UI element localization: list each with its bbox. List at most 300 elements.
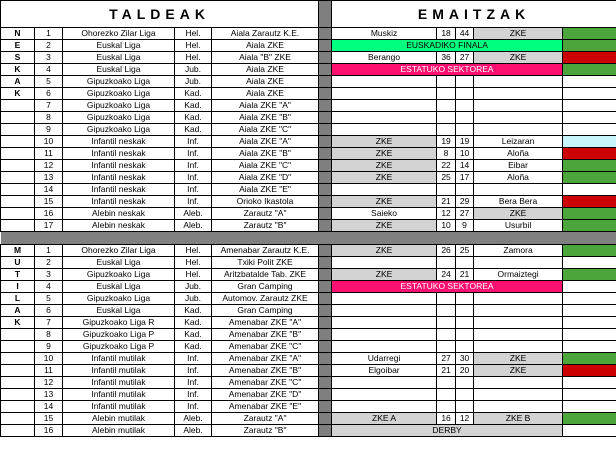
away-team-cell[interactable]: Leizaran bbox=[474, 136, 563, 148]
team-cell[interactable]: Aiala ZKE "C" bbox=[212, 160, 319, 172]
team-cell[interactable]: Aiala "B" ZKE bbox=[212, 52, 319, 64]
category-cell[interactable]: Kad. bbox=[175, 341, 212, 353]
away-score-cell[interactable]: 30 bbox=[456, 353, 474, 365]
side-letter-cell[interactable] bbox=[1, 160, 35, 172]
away-score-cell[interactable] bbox=[456, 293, 474, 305]
status-cell[interactable] bbox=[563, 136, 616, 148]
status-cell[interactable] bbox=[563, 148, 616, 160]
number-cell[interactable]: 9 bbox=[35, 124, 63, 136]
league-cell[interactable]: Infantil mutilak bbox=[63, 353, 175, 365]
away-score-cell[interactable]: 19 bbox=[456, 136, 474, 148]
team-cell[interactable]: Aiala Zarautz K.E. bbox=[212, 28, 319, 40]
number-cell[interactable]: 13 bbox=[35, 389, 63, 401]
team-cell[interactable]: Aiala ZKE "A" bbox=[212, 100, 319, 112]
league-cell[interactable]: Euskal Liga bbox=[63, 40, 175, 52]
category-cell[interactable]: Kad. bbox=[175, 329, 212, 341]
home-team-cell[interactable]: Saieko bbox=[332, 208, 437, 220]
home-score-cell[interactable]: 22 bbox=[437, 160, 456, 172]
status-cell[interactable] bbox=[563, 76, 616, 88]
side-letter-cell[interactable] bbox=[1, 184, 35, 196]
status-cell[interactable] bbox=[563, 413, 616, 425]
category-cell[interactable]: Inf. bbox=[175, 377, 212, 389]
category-cell[interactable]: Inf. bbox=[175, 136, 212, 148]
away-team-cell[interactable]: Aloña bbox=[474, 148, 563, 160]
result-banner[interactable]: EUSKADIKO FINALA bbox=[332, 40, 563, 52]
status-cell[interactable] bbox=[563, 305, 616, 317]
away-team-cell[interactable]: Ormaiztegi bbox=[474, 269, 563, 281]
away-score-cell[interactable]: 20 bbox=[456, 365, 474, 377]
away-team-cell[interactable] bbox=[474, 377, 563, 389]
category-cell[interactable]: Kad. bbox=[175, 317, 212, 329]
team-cell[interactable]: Amenabar ZKE "A" bbox=[212, 353, 319, 365]
number-cell[interactable]: 15 bbox=[35, 413, 63, 425]
home-score-cell[interactable]: 12 bbox=[437, 208, 456, 220]
home-team-cell[interactable]: ZKE bbox=[332, 148, 437, 160]
league-cell[interactable]: Euskal Liga bbox=[63, 52, 175, 64]
number-cell[interactable]: 8 bbox=[35, 329, 63, 341]
home-team-cell[interactable] bbox=[332, 76, 437, 88]
side-letter-cell[interactable]: S bbox=[1, 52, 35, 64]
status-cell[interactable] bbox=[563, 220, 616, 232]
home-score-cell[interactable] bbox=[437, 124, 456, 136]
team-cell[interactable]: Aiala ZKE bbox=[212, 76, 319, 88]
league-cell[interactable]: Gipuzkoako Liga bbox=[63, 112, 175, 124]
team-cell[interactable]: Orioko Ikastola bbox=[212, 196, 319, 208]
home-score-cell[interactable] bbox=[437, 257, 456, 269]
away-team-cell[interactable] bbox=[474, 329, 563, 341]
away-score-cell[interactable]: 17 bbox=[456, 172, 474, 184]
away-team-cell[interactable] bbox=[474, 88, 563, 100]
category-cell[interactable]: Aleb. bbox=[175, 413, 212, 425]
home-score-cell[interactable]: 18 bbox=[437, 28, 456, 40]
home-team-cell[interactable]: Udarregi bbox=[332, 353, 437, 365]
away-score-cell[interactable] bbox=[456, 124, 474, 136]
home-team-cell[interactable]: ZKE bbox=[332, 136, 437, 148]
number-cell[interactable]: 10 bbox=[35, 353, 63, 365]
status-cell[interactable] bbox=[563, 172, 616, 184]
home-team-cell[interactable]: ZKE bbox=[332, 196, 437, 208]
home-score-cell[interactable]: 27 bbox=[437, 353, 456, 365]
team-cell[interactable]: Gran Camping bbox=[212, 305, 319, 317]
side-letter-cell[interactable] bbox=[1, 100, 35, 112]
number-cell[interactable]: 4 bbox=[35, 281, 63, 293]
team-cell[interactable]: Zarautz "B" bbox=[212, 220, 319, 232]
home-score-cell[interactable]: 26 bbox=[437, 245, 456, 257]
category-cell[interactable]: Jub. bbox=[175, 293, 212, 305]
number-cell[interactable]: 15 bbox=[35, 196, 63, 208]
away-team-cell[interactable] bbox=[474, 341, 563, 353]
team-cell[interactable]: Amenabar ZKE "A" bbox=[212, 317, 319, 329]
number-cell[interactable]: 16 bbox=[35, 208, 63, 220]
side-letter-cell[interactable] bbox=[1, 401, 35, 413]
league-cell[interactable]: Gipuzkoako Liga R bbox=[63, 317, 175, 329]
home-team-cell[interactable]: ZKE A bbox=[332, 413, 437, 425]
away-score-cell[interactable] bbox=[456, 401, 474, 413]
away-team-cell[interactable]: Bera Bera bbox=[474, 196, 563, 208]
number-cell[interactable]: 6 bbox=[35, 305, 63, 317]
league-cell[interactable]: Infantil neskak bbox=[63, 148, 175, 160]
away-team-cell[interactable]: Zamora bbox=[474, 245, 563, 257]
side-letter-cell[interactable]: I bbox=[1, 281, 35, 293]
side-letter-cell[interactable] bbox=[1, 136, 35, 148]
category-cell[interactable]: Inf. bbox=[175, 160, 212, 172]
side-letter-cell[interactable]: K bbox=[1, 64, 35, 76]
status-cell[interactable] bbox=[563, 257, 616, 269]
team-cell[interactable]: Aiala ZKE bbox=[212, 40, 319, 52]
number-cell[interactable]: 16 bbox=[35, 425, 63, 437]
status-cell[interactable] bbox=[563, 160, 616, 172]
league-cell[interactable]: Alebin mutilak bbox=[63, 425, 175, 437]
team-cell[interactable]: Aiala ZKE "C" bbox=[212, 124, 319, 136]
home-team-cell[interactable]: Berango bbox=[332, 52, 437, 64]
number-cell[interactable]: 17 bbox=[35, 220, 63, 232]
away-score-cell[interactable] bbox=[456, 389, 474, 401]
away-score-cell[interactable]: 12 bbox=[456, 413, 474, 425]
number-cell[interactable]: 8 bbox=[35, 112, 63, 124]
away-team-cell[interactable]: ZKE bbox=[474, 28, 563, 40]
side-letter-cell[interactable] bbox=[1, 148, 35, 160]
away-score-cell[interactable] bbox=[456, 88, 474, 100]
side-letter-cell[interactable] bbox=[1, 220, 35, 232]
side-letter-cell[interactable]: T bbox=[1, 269, 35, 281]
result-banner[interactable]: ESTATUKO SEKTOREA bbox=[332, 281, 563, 293]
league-cell[interactable]: Infantil mutilak bbox=[63, 401, 175, 413]
category-cell[interactable]: Inf. bbox=[175, 196, 212, 208]
home-score-cell[interactable] bbox=[437, 377, 456, 389]
status-cell[interactable] bbox=[563, 64, 616, 76]
number-cell[interactable]: 3 bbox=[35, 269, 63, 281]
team-cell[interactable]: Amenabar ZKE "C" bbox=[212, 341, 319, 353]
league-cell[interactable]: Infantil neskak bbox=[63, 196, 175, 208]
home-team-cell[interactable] bbox=[332, 341, 437, 353]
status-cell[interactable] bbox=[563, 100, 616, 112]
number-cell[interactable]: 7 bbox=[35, 100, 63, 112]
league-cell[interactable]: Gipuzkoako Liga bbox=[63, 88, 175, 100]
home-score-cell[interactable] bbox=[437, 401, 456, 413]
home-team-cell[interactable]: ZKE bbox=[332, 245, 437, 257]
category-cell[interactable]: Kad. bbox=[175, 124, 212, 136]
status-cell[interactable] bbox=[563, 329, 616, 341]
home-team-cell[interactable] bbox=[332, 401, 437, 413]
away-score-cell[interactable]: 44 bbox=[456, 28, 474, 40]
side-letter-cell[interactable] bbox=[1, 425, 35, 437]
league-cell[interactable]: Infantil mutilak bbox=[63, 377, 175, 389]
away-team-cell[interactable]: ZKE bbox=[474, 52, 563, 64]
status-cell[interactable] bbox=[563, 88, 616, 100]
number-cell[interactable]: 12 bbox=[35, 160, 63, 172]
team-cell[interactable]: Amenabar ZKE "D" bbox=[212, 389, 319, 401]
team-cell[interactable]: Aiala ZKE "A" bbox=[212, 136, 319, 148]
league-cell[interactable]: Gipuzkoako Liga bbox=[63, 76, 175, 88]
category-cell[interactable]: Aleb. bbox=[175, 425, 212, 437]
away-score-cell[interactable]: 27 bbox=[456, 52, 474, 64]
home-score-cell[interactable] bbox=[437, 112, 456, 124]
home-score-cell[interactable] bbox=[437, 184, 456, 196]
side-letter-cell[interactable] bbox=[1, 112, 35, 124]
team-cell[interactable]: Amenabar ZKE "C" bbox=[212, 377, 319, 389]
home-score-cell[interactable] bbox=[437, 293, 456, 305]
status-cell[interactable] bbox=[563, 281, 616, 293]
away-score-cell[interactable]: 14 bbox=[456, 160, 474, 172]
league-cell[interactable]: Infantil neskak bbox=[63, 136, 175, 148]
side-letter-cell[interactable]: N bbox=[1, 28, 35, 40]
away-team-cell[interactable]: ZKE B bbox=[474, 413, 563, 425]
home-team-cell[interactable]: ZKE bbox=[332, 160, 437, 172]
away-team-cell[interactable] bbox=[474, 112, 563, 124]
result-banner[interactable]: ESTATUKO SEKTOREA bbox=[332, 64, 563, 76]
league-cell[interactable]: Alebin neskak bbox=[63, 220, 175, 232]
category-cell[interactable]: Hel. bbox=[175, 52, 212, 64]
side-letter-cell[interactable] bbox=[1, 365, 35, 377]
category-cell[interactable]: Jub. bbox=[175, 76, 212, 88]
category-cell[interactable]: Inf. bbox=[175, 184, 212, 196]
league-cell[interactable]: Gipuzkoako Liga bbox=[63, 100, 175, 112]
team-cell[interactable]: Aiala ZKE "D" bbox=[212, 172, 319, 184]
side-letter-cell[interactable] bbox=[1, 172, 35, 184]
status-cell[interactable] bbox=[563, 184, 616, 196]
category-cell[interactable]: Hel. bbox=[175, 40, 212, 52]
league-cell[interactable]: Infantil neskak bbox=[63, 184, 175, 196]
side-letter-cell[interactable] bbox=[1, 208, 35, 220]
away-team-cell[interactable]: ZKE bbox=[474, 365, 563, 377]
away-team-cell[interactable] bbox=[474, 257, 563, 269]
number-cell[interactable]: 14 bbox=[35, 401, 63, 413]
away-team-cell[interactable] bbox=[474, 293, 563, 305]
category-cell[interactable]: Inf. bbox=[175, 148, 212, 160]
category-cell[interactable]: Aleb. bbox=[175, 220, 212, 232]
category-cell[interactable]: Jub. bbox=[175, 281, 212, 293]
league-cell[interactable]: Gipuzkoako Liga bbox=[63, 293, 175, 305]
side-letter-cell[interactable]: A bbox=[1, 305, 35, 317]
away-score-cell[interactable] bbox=[456, 257, 474, 269]
home-team-cell[interactable]: ZKE bbox=[332, 220, 437, 232]
team-cell[interactable]: Aiala ZKE bbox=[212, 88, 319, 100]
category-cell[interactable]: Inf. bbox=[175, 389, 212, 401]
home-score-cell[interactable] bbox=[437, 76, 456, 88]
league-cell[interactable]: Infantil mutilak bbox=[63, 365, 175, 377]
side-letter-cell[interactable] bbox=[1, 389, 35, 401]
number-cell[interactable]: 1 bbox=[35, 245, 63, 257]
home-team-cell[interactable] bbox=[332, 389, 437, 401]
team-cell[interactable]: Amenabar ZKE "B" bbox=[212, 329, 319, 341]
category-cell[interactable]: Kad. bbox=[175, 88, 212, 100]
league-cell[interactable]: Ohorezko Zilar Liga bbox=[63, 245, 175, 257]
away-score-cell[interactable]: 25 bbox=[456, 245, 474, 257]
number-cell[interactable]: 3 bbox=[35, 52, 63, 64]
away-team-cell[interactable]: ZKE bbox=[474, 353, 563, 365]
team-cell[interactable]: Zarautz "A" bbox=[212, 208, 319, 220]
side-letter-cell[interactable] bbox=[1, 329, 35, 341]
home-score-cell[interactable]: 25 bbox=[437, 172, 456, 184]
team-cell[interactable]: Zarautz "B" bbox=[212, 425, 319, 437]
league-cell[interactable]: Ohorezko Zilar Liga bbox=[63, 28, 175, 40]
category-cell[interactable]: Hel. bbox=[175, 269, 212, 281]
away-score-cell[interactable]: 21 bbox=[456, 269, 474, 281]
status-cell[interactable] bbox=[563, 112, 616, 124]
number-cell[interactable]: 7 bbox=[35, 317, 63, 329]
team-cell[interactable]: Amenabar ZKE "E" bbox=[212, 401, 319, 413]
side-letter-cell[interactable] bbox=[1, 196, 35, 208]
side-letter-cell[interactable]: K bbox=[1, 88, 35, 100]
status-cell[interactable] bbox=[563, 124, 616, 136]
team-cell[interactable]: Aiala ZKE "B" bbox=[212, 112, 319, 124]
away-score-cell[interactable] bbox=[456, 341, 474, 353]
away-score-cell[interactable] bbox=[456, 100, 474, 112]
category-cell[interactable]: Hel. bbox=[175, 257, 212, 269]
team-cell[interactable]: Txiki Polit ZKE bbox=[212, 257, 319, 269]
side-letter-cell[interactable] bbox=[1, 124, 35, 136]
category-cell[interactable]: Inf. bbox=[175, 401, 212, 413]
home-team-cell[interactable] bbox=[332, 88, 437, 100]
category-cell[interactable]: Inf. bbox=[175, 172, 212, 184]
side-letter-cell[interactable]: M bbox=[1, 245, 35, 257]
away-score-cell[interactable] bbox=[456, 305, 474, 317]
status-cell[interactable] bbox=[563, 208, 616, 220]
home-team-cell[interactable]: ZKE bbox=[332, 269, 437, 281]
number-cell[interactable]: 14 bbox=[35, 184, 63, 196]
number-cell[interactable]: 11 bbox=[35, 365, 63, 377]
result-banner[interactable]: DERBY bbox=[332, 425, 563, 437]
home-score-cell[interactable]: 19 bbox=[437, 136, 456, 148]
team-cell[interactable]: Zarautz "A" bbox=[212, 413, 319, 425]
number-cell[interactable]: 2 bbox=[35, 40, 63, 52]
status-cell[interactable] bbox=[563, 317, 616, 329]
away-score-cell[interactable] bbox=[456, 76, 474, 88]
away-team-cell[interactable] bbox=[474, 124, 563, 136]
category-cell[interactable]: Hel. bbox=[175, 28, 212, 40]
status-cell[interactable] bbox=[563, 401, 616, 413]
status-cell[interactable] bbox=[563, 28, 616, 40]
side-letter-cell[interactable]: U bbox=[1, 257, 35, 269]
away-score-cell[interactable]: 29 bbox=[456, 196, 474, 208]
home-score-cell[interactable]: 16 bbox=[437, 413, 456, 425]
side-letter-cell[interactable] bbox=[1, 413, 35, 425]
league-cell[interactable]: Euskal Liga bbox=[63, 281, 175, 293]
category-cell[interactable]: Hel. bbox=[175, 245, 212, 257]
side-letter-cell[interactable]: E bbox=[1, 40, 35, 52]
category-cell[interactable]: Inf. bbox=[175, 365, 212, 377]
number-cell[interactable]: 6 bbox=[35, 88, 63, 100]
league-cell[interactable]: Gipuzkoako Liga bbox=[63, 124, 175, 136]
status-cell[interactable] bbox=[563, 269, 616, 281]
status-cell[interactable] bbox=[563, 389, 616, 401]
number-cell[interactable]: 10 bbox=[35, 136, 63, 148]
home-team-cell[interactable] bbox=[332, 124, 437, 136]
number-cell[interactable]: 5 bbox=[35, 293, 63, 305]
league-cell[interactable]: Euskal Liga bbox=[63, 64, 175, 76]
home-score-cell[interactable] bbox=[437, 317, 456, 329]
side-letter-cell[interactable] bbox=[1, 353, 35, 365]
away-team-cell[interactable] bbox=[474, 317, 563, 329]
side-letter-cell[interactable] bbox=[1, 341, 35, 353]
league-cell[interactable]: Infantil neskak bbox=[63, 172, 175, 184]
team-cell[interactable]: Aritzbatalde Tab. ZKE bbox=[212, 269, 319, 281]
number-cell[interactable]: 5 bbox=[35, 76, 63, 88]
league-cell[interactable]: Alebin mutilak bbox=[63, 413, 175, 425]
league-cell[interactable]: Euskal Liga bbox=[63, 257, 175, 269]
home-team-cell[interactable]: Muskiz bbox=[332, 28, 437, 40]
number-cell[interactable]: 11 bbox=[35, 148, 63, 160]
away-score-cell[interactable] bbox=[456, 317, 474, 329]
away-score-cell[interactable]: 9 bbox=[456, 220, 474, 232]
away-team-cell[interactable]: Aloña bbox=[474, 172, 563, 184]
league-cell[interactable]: Gipuzkoako Liga P bbox=[63, 329, 175, 341]
status-cell[interactable] bbox=[563, 341, 616, 353]
number-cell[interactable]: 13 bbox=[35, 172, 63, 184]
number-cell[interactable]: 2 bbox=[35, 257, 63, 269]
home-score-cell[interactable]: 8 bbox=[437, 148, 456, 160]
home-score-cell[interactable]: 24 bbox=[437, 269, 456, 281]
side-letter-cell[interactable] bbox=[1, 377, 35, 389]
status-cell[interactable] bbox=[563, 425, 616, 437]
home-team-cell[interactable] bbox=[332, 293, 437, 305]
home-score-cell[interactable]: 36 bbox=[437, 52, 456, 64]
home-score-cell[interactable]: 10 bbox=[437, 220, 456, 232]
category-cell[interactable]: Inf. bbox=[175, 353, 212, 365]
number-cell[interactable]: 12 bbox=[35, 377, 63, 389]
away-team-cell[interactable] bbox=[474, 100, 563, 112]
team-cell[interactable]: Aiala ZKE "B" bbox=[212, 148, 319, 160]
team-cell[interactable]: Automov. Zarautz ZKE bbox=[212, 293, 319, 305]
category-cell[interactable]: Kad. bbox=[175, 305, 212, 317]
away-score-cell[interactable] bbox=[456, 184, 474, 196]
home-score-cell[interactable] bbox=[437, 305, 456, 317]
league-cell[interactable]: Euskal Liga bbox=[63, 305, 175, 317]
away-team-cell[interactable]: Usurbil bbox=[474, 220, 563, 232]
team-cell[interactable]: Amenabar Zarautz K.E. bbox=[212, 245, 319, 257]
away-score-cell[interactable] bbox=[456, 377, 474, 389]
home-team-cell[interactable] bbox=[332, 112, 437, 124]
side-letter-cell[interactable]: A bbox=[1, 76, 35, 88]
away-team-cell[interactable] bbox=[474, 184, 563, 196]
number-cell[interactable]: 4 bbox=[35, 64, 63, 76]
home-team-cell[interactable] bbox=[332, 184, 437, 196]
home-team-cell[interactable] bbox=[332, 100, 437, 112]
away-team-cell[interactable] bbox=[474, 401, 563, 413]
league-cell[interactable]: Infantil neskak bbox=[63, 160, 175, 172]
status-cell[interactable] bbox=[563, 40, 616, 52]
away-score-cell[interactable]: 27 bbox=[456, 208, 474, 220]
away-score-cell[interactable] bbox=[456, 112, 474, 124]
league-cell[interactable]: Infantil mutilak bbox=[63, 389, 175, 401]
home-team-cell[interactable] bbox=[332, 377, 437, 389]
home-score-cell[interactable] bbox=[437, 341, 456, 353]
side-letter-cell[interactable]: L bbox=[1, 293, 35, 305]
team-cell[interactable]: Gran Camping bbox=[212, 281, 319, 293]
status-cell[interactable] bbox=[563, 196, 616, 208]
away-team-cell[interactable] bbox=[474, 305, 563, 317]
team-cell[interactable]: Aiala ZKE bbox=[212, 64, 319, 76]
category-cell[interactable]: Jub. bbox=[175, 64, 212, 76]
home-team-cell[interactable]: ZKE bbox=[332, 172, 437, 184]
home-score-cell[interactable] bbox=[437, 389, 456, 401]
category-cell[interactable]: Kad. bbox=[175, 100, 212, 112]
away-team-cell[interactable]: ZKE bbox=[474, 208, 563, 220]
status-cell[interactable] bbox=[563, 52, 616, 64]
away-team-cell[interactable]: Eibar bbox=[474, 160, 563, 172]
home-score-cell[interactable] bbox=[437, 329, 456, 341]
away-score-cell[interactable]: 10 bbox=[456, 148, 474, 160]
status-cell[interactable] bbox=[563, 377, 616, 389]
category-cell[interactable]: Kad. bbox=[175, 112, 212, 124]
home-score-cell[interactable] bbox=[437, 88, 456, 100]
status-cell[interactable] bbox=[563, 353, 616, 365]
category-cell[interactable]: Aleb. bbox=[175, 208, 212, 220]
status-cell[interactable] bbox=[563, 293, 616, 305]
home-team-cell[interactable] bbox=[332, 329, 437, 341]
number-cell[interactable]: 9 bbox=[35, 341, 63, 353]
home-score-cell[interactable]: 21 bbox=[437, 365, 456, 377]
